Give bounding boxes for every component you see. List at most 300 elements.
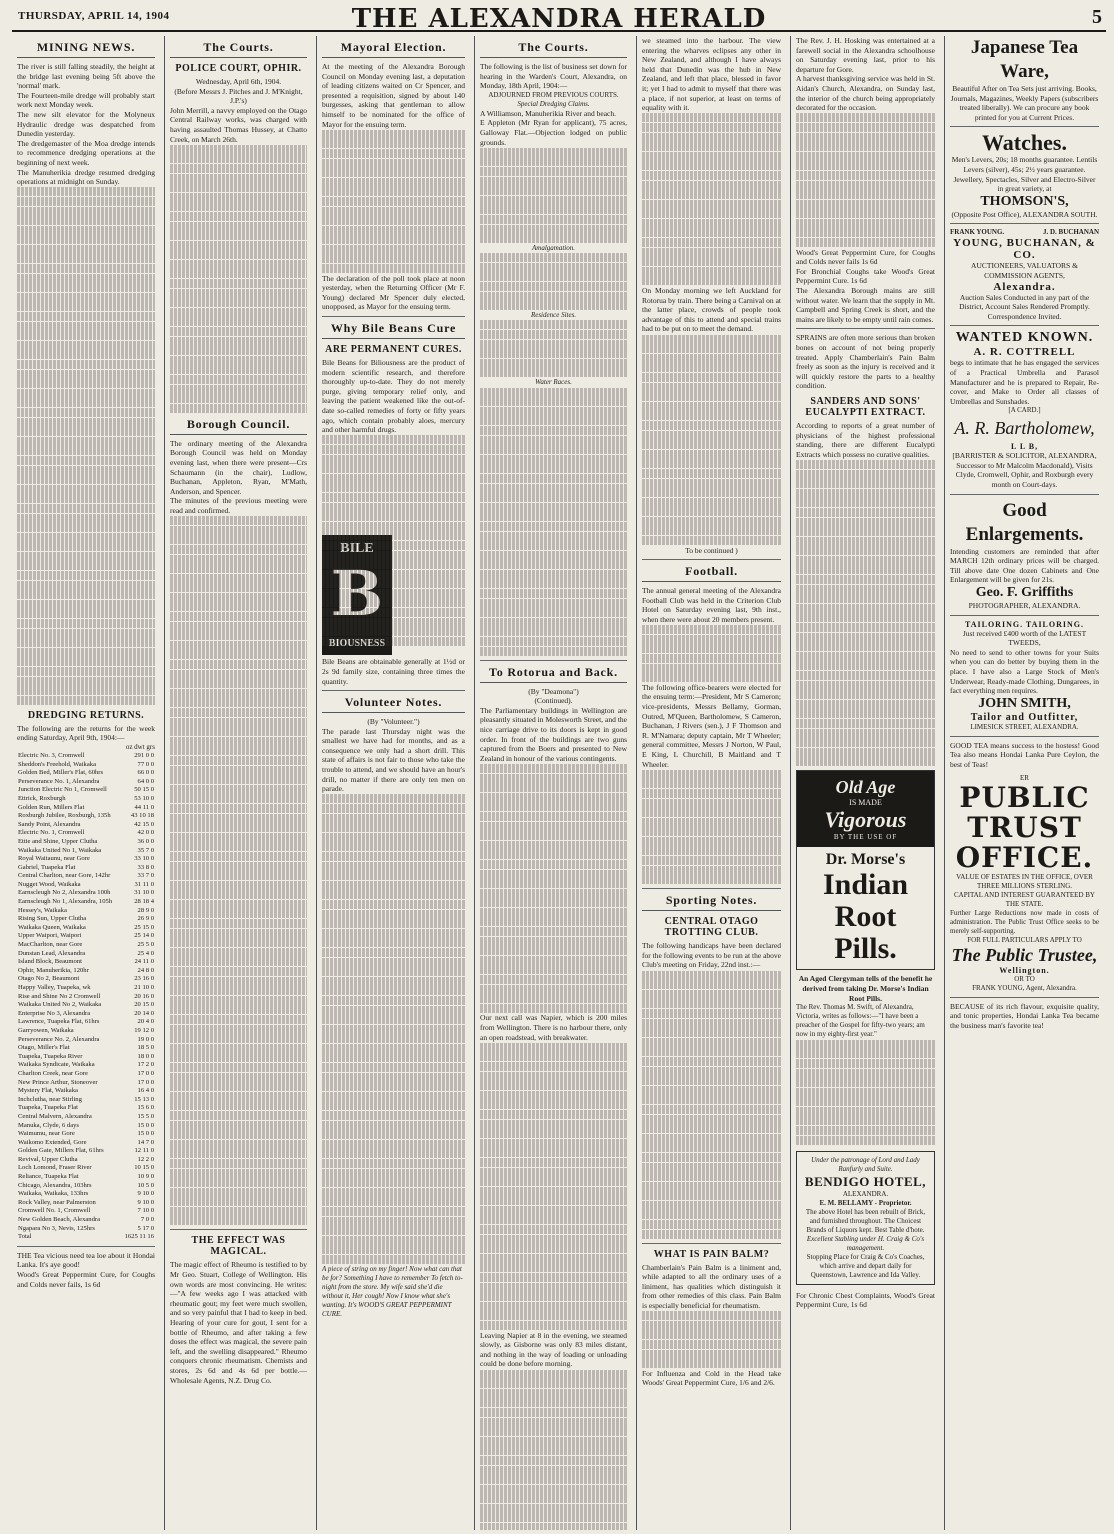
trust-text: Further Large Reductions now made in costs of administration. The Public Trust Office seeks to be merely self-supporting. <box>950 908 1099 935</box>
returns-row <box>17 1173 155 1182</box>
returns-row <box>17 1147 155 1156</box>
dredge-name: Waimumu, near Gore <box>18 1130 75 1138</box>
hotel-proprietor: E. M. BELLAMY - Proprietor. <box>819 1198 912 1207</box>
dredge-name: Upper Waipori, Waipori <box>18 932 82 940</box>
firm-name: YOUNG, BUCHANAN, & CO. <box>953 237 1096 262</box>
text-block-filler <box>480 388 627 656</box>
text-block-filler <box>642 335 781 545</box>
dredge-name: Charlton Creek, near Gore <box>18 1069 88 1077</box>
dredge-yield: 50 15 0 <box>134 786 154 794</box>
column-7 <box>944 36 1104 1530</box>
text-block-filler <box>17 187 155 704</box>
dredge-yield: 36 0 0 <box>137 837 154 845</box>
dredge-name: Sheddon's Freehold, Waikaka <box>18 760 96 768</box>
peppermint-cure-ad: For Chronic Chest Complaints, Wood's Great Peppermint Cure, 1s 6d <box>796 1290 935 1310</box>
peppermint-cure-ad: Wood's Great Peppermint Cure, for Coughs and Colds never fails, 1s 6d <box>17 1270 155 1289</box>
volunteer-byline: (By "Volunteer.") <box>367 717 420 727</box>
effect-magical-heading: THE EFFECT WAS MAGICAL. <box>191 1235 286 1258</box>
dredge-name: Electric No. 1, Cromwell <box>18 829 85 837</box>
dredge-yield: 9 10 0 <box>137 1198 154 1206</box>
dredge-yield: 9 10 0 <box>137 1190 154 1198</box>
dredge-name: Central Malvern, Alexandra <box>18 1112 92 1120</box>
text-block-filler <box>480 320 627 377</box>
text-block-filler <box>796 113 935 247</box>
column-2 <box>164 36 312 1530</box>
returns-row <box>17 1053 155 1062</box>
returns-row <box>17 812 155 821</box>
thomsons-address: (Opposite Post Office), ALEXANDRA SOUTH. <box>951 209 1098 219</box>
trust-value: VALUE OF ESTATES IN THE OFFICE, OVER THREE MILLIONS STERLING. <box>956 872 1093 890</box>
dredge-yield: 20 4 0 <box>137 1018 154 1026</box>
morse-ad-pills: Pills. <box>834 932 897 966</box>
volunteer-paragraph: The parade last Thursday night was the smallest we have had for months, and as a consequence we only had a short drill. This state of affairs is not fair to those who take the trouble to attend, and we should have an hour's drill, no matter if there are only ten men on parade. <box>322 726 465 794</box>
card-label: [A CARD.] <box>1008 406 1041 415</box>
rotorua-paragraph: Our next call was Napier, which is 200 miles from Wellington. There is no harbour there, only an open roadstead, with breakwater. <box>480 1013 627 1042</box>
returns-row <box>17 984 155 993</box>
text-block-filler <box>170 145 307 413</box>
watches-text: Men's Levers, 20s; 18 months guarantee. Lentils Levers (silver), 45s; 2½ years guarantee. Jewellery, Spectacles, Silver and Electro-Silver in great variety, at <box>951 155 1098 194</box>
dredge-name: Nugget Wood, Waikaka <box>18 880 81 888</box>
dredge-yield: 15 0 0 <box>137 1130 154 1138</box>
dredge-yield: 14 7 0 <box>137 1138 154 1146</box>
newspaper-title: THE ALEXANDRA HERALD <box>351 4 767 34</box>
dredge-yield: 64 0 0 <box>137 777 154 785</box>
dredge-name: Manuka, Clyde, 6 days <box>18 1121 79 1129</box>
returns-row <box>17 1156 155 1165</box>
morse-ad-line: Old Age <box>835 777 896 798</box>
dredge-yield: 12 2 0 <box>137 1155 154 1163</box>
bile-beans-heading: Why Bile Beans Cure <box>322 321 465 339</box>
dredge-name: Mystery Flat, Waikaka <box>18 1087 78 1095</box>
cottrell-name: A. R. COTTRELL <box>973 346 1076 359</box>
text-block-filler <box>642 971 781 1239</box>
morse-testimonial: The Rev. Thomas M. Swift, of Alexandra, Victoria, writes as follows:—"I have been a preacher of the Gospel for fifty-two years; am now in my eighty-first year." <box>796 1003 925 1039</box>
football-paragraph: The annual general meeting of the Alexandra Football Club was held in the Criterion Club Hotel on Saturday evening last, 9th inst., when there were about 20 members present. <box>642 586 781 625</box>
dredge-name: Waikaka Syndicate, Waikaka <box>18 1061 95 1069</box>
enlargements-text: Intending customers are reminded that after MARCH 12th ordinary prices will be charged. Till above date One dozen Cabinets and One Enlargement will be given for 21s. <box>950 546 1099 585</box>
returns-row <box>17 958 155 967</box>
returns-row <box>17 1130 155 1139</box>
dredge-yield: 25 4 0 <box>137 949 154 957</box>
dredge-yield: 77 0 0 <box>137 760 154 768</box>
watches-heading: Watches. <box>982 130 1067 156</box>
trustee-place: Wellington. <box>999 965 1050 975</box>
football-paragraph: The following office-bearers were elected for the ensuing term:—President, Mr S Cameron; vice-presidents, Messrs Bellamy, Gorman, Outred, M'Queen, Bartholomew, S Cameron, Buchanan, J Rivers (sen.), J F Thomson and R. M'Namara; deputy captain, Mr T Wheeler; general committee, Messrs J Norton, W Paul, E King, L Churchill, B Maitland and T Wheeler. <box>642 682 781 769</box>
peppermint-cure-ad: Wood's Great Peppermint Cure, for Coughs and Colds never fails 1s 6d <box>796 247 935 267</box>
bendigo-hotel-ad <box>796 1151 935 1285</box>
dredge-name: Ophir, Manuherikia, 120hr <box>18 966 89 974</box>
griffiths-name: Geo. F. Griffiths <box>975 585 1074 601</box>
dredge-yield: 28 18 4 <box>134 898 154 906</box>
returns-row <box>17 821 155 830</box>
dredge-name: New Golden Beach, Alexandra <box>18 1216 101 1224</box>
dredge-name: Ettrick, Roxburgh <box>18 794 66 802</box>
court-date: Wednesday, April 6th, 1904. <box>195 77 282 86</box>
rotorua-continued-text: we steamed into the harbour. The view entering the wharves eclipses any other in New Zealand, and although I have always held that Dunedin was the hub in New Zealand, and left that place, blessed in favor it; yet I had to admit to myself that there was a place, if not superior, at least on terms of equality with it. <box>642 36 781 113</box>
volunteer-notes-heading: Volunteer Notes. <box>322 695 465 713</box>
good-tea-text: GOOD TEA means success to the hostess! Good Tea also means Hondai Lanka Pure Ceylon, the best of Teas! <box>950 740 1099 769</box>
returns-row <box>17 1070 155 1079</box>
courts-heading: The Courts. <box>170 40 307 58</box>
hotel-coaches: Stopping Place for Craig & Co's Coaches, which arrive and depart daily for Queenstown, Lawrence and Ida Valley. <box>806 1252 925 1279</box>
hondai-lanka-text: BECAUSE of its rich flavour, exquisite quality, and tonic properties, Hondai Lanka Tea became the business man's favorite tea! <box>950 1001 1099 1030</box>
hotel-patronage: Under the patronage of Lord and Lady Ranfurly and Suite. <box>811 1155 920 1173</box>
issue-date: THURSDAY, APRIL 14, 1904 <box>18 10 170 22</box>
text-block-filler <box>796 1040 935 1145</box>
returns-row <box>17 1087 155 1096</box>
dredge-name: Cromwell No. 1, Cromwell <box>18 1207 91 1215</box>
dredge-yield: 31 11 0 <box>134 880 154 888</box>
rotorua-paragraph: Leaving Napier at 8 in the evening, we steamed slowly, as Gisborne was only 83 miles distant, and nothing in the way of loading or unloading could be done before morning. <box>480 1330 627 1369</box>
returns-row <box>17 829 155 838</box>
dredge-name: Waikaka United No 2, Waikaka <box>18 1001 102 1009</box>
bile-beans-subheading: ARE PERMANENT CURES. <box>325 344 462 356</box>
rotorua-byline: (By "Deamona") <box>528 686 579 696</box>
dredge-yield: 26 9 0 <box>137 915 154 923</box>
returns-row <box>17 1104 155 1113</box>
dredge-yield: 17 2 0 <box>137 1061 154 1069</box>
returns-row <box>17 1036 155 1045</box>
dredge-yield: 19 12 0 <box>134 1026 154 1034</box>
courts-item: A Williamson, Manuherikia River and beach. <box>480 108 616 118</box>
dredge-yield: 17 0 0 <box>137 1078 154 1086</box>
dredge-name: Island Block, Beaumont <box>18 958 82 966</box>
returns-row <box>17 1190 155 1199</box>
dredge-name: Reliance, Tuapeka Flat <box>18 1173 79 1181</box>
firm-note: Correspondence Invited. <box>987 311 1062 321</box>
bile-ad-word: BILE <box>340 541 374 557</box>
dredge-yield: 53 10 0 <box>134 794 154 802</box>
dredge-yield: 24 11 0 <box>134 958 154 966</box>
dredge-name: Gabriel, Tuapeka Flat <box>18 863 76 871</box>
partner-name: J. D. BUCHANAN <box>1043 228 1099 237</box>
dredge-name: Waikaka Queen, Waikaka <box>18 923 86 931</box>
returns-row <box>17 932 155 941</box>
dredge-yield: 20 16 0 <box>134 992 154 1000</box>
hotel-description: The above Hotel has been rebuilt of Brick, and furnished throughout. The Choicest Brands of Liquors kept. Best Table d'hote. <box>805 1207 926 1234</box>
eucalypti-heading: SANDERS AND SONS' EUCALYPTI EXTRACT. <box>805 395 926 418</box>
wardens-court-heading: The Courts. <box>480 40 627 58</box>
dredge-name: Dunstan Lead, Alexandra <box>18 949 86 957</box>
dredge-name: Roxburgh Jubilee, Roxburgh, 135h <box>18 812 111 820</box>
dredge-name: Waikaka United No 1, Waikaka <box>18 846 102 854</box>
dredge-yield: 20 14 0 <box>134 1009 154 1017</box>
tailoring-text: No need to send to other towns for your Suits when you can do better by buying them in the place. I have also a Large Stock of Men's Underwear, Ready-made Clothing, Dungarees, in fact everything men requires. <box>950 647 1099 696</box>
dredge-yield: 10 9 0 <box>137 1173 154 1181</box>
pain-balm-heading: WHAT IS PAIN BALM? <box>653 1248 770 1260</box>
returns-row <box>17 1079 155 1088</box>
dredge-name: Earnscleugh No 2, Alexandra 100h <box>18 889 111 897</box>
morse-ad-banner <box>797 771 934 847</box>
dredge-name: Waikomo Extended, Gore <box>18 1138 87 1146</box>
dredge-name: Garryowen, Waikaka <box>18 1026 74 1034</box>
dredge-name: Revival, Upper Clutha <box>18 1155 78 1163</box>
returns-row <box>17 778 155 787</box>
dredge-name: Rising Sun, Upper Clutha <box>18 915 87 923</box>
enlargements-heading: Good Enlargements. <box>965 499 1084 545</box>
rotorua-continued: (Continued). <box>534 696 573 706</box>
returns-row <box>17 855 155 864</box>
column-5 <box>636 36 786 1530</box>
text-block-filler <box>480 1370 627 1530</box>
dredge-yield: 19 0 0 <box>137 1035 154 1043</box>
returns-row <box>17 881 155 890</box>
dredge-yield: 15 13 0 <box>134 1095 154 1103</box>
returns-row <box>17 795 155 804</box>
public-trustee-heading: The Public Trustee, <box>951 944 1098 965</box>
bile-ad-letter: B <box>330 557 384 631</box>
dredge-name: Chicago, Alexandra, 103hrs <box>18 1181 92 1189</box>
residence-sites-label: Residence Sites. <box>530 310 577 319</box>
mining-paragraph: The Manuherikia dredge resumed dredging operations at midnight on Sunday. <box>17 167 155 187</box>
text-block-filler <box>480 764 627 1013</box>
returns-row <box>17 889 155 898</box>
text-block-filler <box>796 460 935 766</box>
dredge-yield: 18 0 0 <box>137 1052 154 1060</box>
text-block-filler <box>170 516 307 1225</box>
returns-row <box>17 838 155 847</box>
dredge-name: Perseverance No. 2, Alexandra <box>18 1035 100 1043</box>
football-heading: Football. <box>642 564 781 582</box>
dredge-name: Central Charlton, near Gore, 142hr <box>18 872 111 880</box>
dredge-yield: 25 5 0 <box>137 941 154 949</box>
returns-row <box>17 786 155 795</box>
text-block-filler <box>642 625 781 682</box>
morse-caption: An Aged Clergyman tells of the benefit he derived from taking Dr. Morse's Indian Root Pills. <box>798 974 933 1003</box>
court-bench: (Before Messrs J. Pitches and J. M'Knight, J.P.'s) <box>174 86 303 106</box>
dredge-name: Royal Waitaunu, near Gore <box>18 855 90 863</box>
hotel-name: BENDIGO HOTEL, <box>804 1173 927 1189</box>
returns-row <box>17 761 155 770</box>
borough-mains-note: The Alexandra Borough mains are still without water. We learn that the supply in Mt. Campbell and Spring Creek is short, and the mains are likely to be empty until rain comes. <box>796 286 935 324</box>
dredge-yield: 24 8 0 <box>137 966 154 974</box>
llb-role: [BARRISTER & SOLICITOR, ALEXANDRA, <box>952 451 1097 461</box>
japanese-ware-text: Beautiful After on Tea Sets just arriving. Books, Journals, Magazines, Weekly Papers (subscribers treated liberally). We can procure any book printed for you at Current Prices. <box>950 84 1099 122</box>
mayoral-paragraph: At the meeting of the Alexandra Borough Council on Monday evening last, a deputation of leading citizens waited on Cr Spencer, and presented a requisition, signed by about 140 burgesses, asking that gentleman to allow himself to be nominated for the office of Mayor for the ensuing term. <box>322 62 465 129</box>
tea-notice: THE Tea vicious need tea loe about it Hondai Lanka. It's aye good! <box>17 1250 155 1270</box>
trustee-or: OR TO <box>1014 974 1035 983</box>
dredge-yield: 15 0 0 <box>137 1121 154 1129</box>
dredge-yield: 66 0 0 <box>137 769 154 777</box>
returns-row <box>17 804 155 813</box>
dredging-returns-heading: DREDGING RETURNS. <box>27 709 145 721</box>
dredge-yield: 7 0 0 <box>140 1216 154 1224</box>
dredge-name: Electric No. 3, Cromwell <box>18 751 85 759</box>
bile-beans-paragraph: Bile Beans for Biliousness are the product of modern scientific research, and therefore thoroughly up-to-date. They do not merely purge, giving temporary relief only, and leaving the patient weakened like the out-of-date so-called remedies of forty or fifty years ago, which contain probably aloes, mercury and other harmful drugs. <box>322 358 465 435</box>
dredge-name: Waikaka, Waikaka, 133hrs <box>18 1190 89 1198</box>
column-1 <box>12 36 160 1530</box>
mining-paragraph: The dredgemaster of the Moa dredge intends to recommence dredging operations at the beginning of next week. <box>17 138 155 167</box>
text-block-filler <box>480 148 627 243</box>
dredge-yield: 16 4 0 <box>137 1087 154 1095</box>
dredge-yield: 33 8 0 <box>137 863 154 871</box>
smith-address: LIMESICK STREET, ALEXANDRA. <box>970 722 1079 731</box>
dredge-yield: 15 5 0 <box>137 1112 154 1120</box>
returns-total-row <box>17 1233 155 1242</box>
returns-row <box>17 993 155 1002</box>
dredge-name: Loch Lomond, Fraser River <box>18 1164 92 1172</box>
mayoral-election-heading: Mayoral Election. <box>322 40 465 58</box>
returns-row <box>17 847 155 856</box>
returns-row <box>17 1122 155 1131</box>
dredge-yield: 42 0 0 <box>137 829 154 837</box>
bartholomew-signature: A. R. Bartholomew, <box>954 418 1095 439</box>
dredge-yield: 291 0 0 <box>134 751 154 759</box>
trust-capital: CAPITAL AND INTEREST GUARANTEED BY THE STATE. <box>954 890 1095 908</box>
sporting-paragraph: The following handicaps have been declared for the following events to be run at the above Club's meeting on Friday, 22nd inst.:— <box>642 941 781 970</box>
dredge-name: Ngapara No 3, Nevis, 125hrs <box>18 1224 95 1232</box>
dredge-name: Golden Gate, Millers Flat, 61hrs <box>18 1147 104 1155</box>
returns-row <box>17 907 155 916</box>
peppermint-cure-ad: For Influenza and Cold in the Head take Woods' Great Peppermint Cure, 1/6 and 2/6. <box>642 1368 781 1388</box>
amalgamation-label: Amalgamation. <box>532 243 575 252</box>
dredge-name: Golden Bed, Miller's Flat, 60hrs <box>18 769 104 777</box>
rheumo-ad-text: The magic effect of Rheumo is testified to by Mr Geo. Stuart, College of Wellington. His own words are most convincing. He writes:—"A few weeks ago I was attacked with rheumatic gout; my feet were much swollen, and so very painful that I had to keep in bed. Hearing of your cure for gout, I sent for a bottle of Rheumo, and after taking a few doses the effect was magical, the severe pain left, and the swelling disappeared." Rheumo conquers chronic rheumatism. Chemists and stores, 2s 6d and 4s 6d per bottle.—Wholesale Agents, N.Z. Drug Co. <box>170 1260 307 1385</box>
cottrell-text: begs to intimate that he has engaged the services of a Practical Umbrella and Parasol Manufacturer and he is prepared to Repair, Re-cover, and Make to Order all classes of Umbrellas and Sunshades. <box>950 358 1099 406</box>
dredge-yield: 43 10 18 <box>130 812 154 820</box>
smith-role: Tailor and Outfitter, <box>970 711 1079 723</box>
dredge-name: Happy Valley, Tuapeka, wk <box>18 984 91 991</box>
eucalypti-paragraph: According to reports of a great number of physicians of the highest professional standing, there are different Eucalypti Extracts which possess no curative qualities. <box>796 420 935 459</box>
returns-row <box>17 975 155 984</box>
returns-row <box>17 967 155 976</box>
borough-paragraph: The ordinary meeting of the Alexandra Borough Council was held on Monday evening last, when there were present—Crs Schaumann (in the chair), Ludlow, Buchanan, Appleton, Ryan, M'Math, Anderson, and Spencer. <box>170 438 307 496</box>
wanted-known-heading: WANTED KNOWN. <box>955 330 1094 346</box>
dredge-yield: 35 7 0 <box>137 846 154 854</box>
dredge-name: Tuapeka, Tuapeka Flat <box>18 1104 79 1112</box>
column-4 <box>474 36 632 1530</box>
dredge-yield: 10 15 0 <box>134 1164 154 1172</box>
morse-ad-line: Vigorous <box>824 807 907 833</box>
morse-ad-line: BY THE USE OF <box>833 833 898 842</box>
text-block-filler <box>322 130 465 273</box>
llb-label: L L B, <box>1010 442 1039 452</box>
dredge-yield: 28 9 0 <box>137 906 154 914</box>
mining-news-heading: MINING NEWS. <box>17 40 155 58</box>
mining-paragraph: The Fourteen-mile dredge will probably start work next Monday week. <box>17 90 155 110</box>
text-block-filler <box>642 770 781 885</box>
partner-name: FRANK YOUNG. <box>950 228 1005 237</box>
morse-pills-ad <box>796 770 935 970</box>
bile-ad-caption: BIOUSNESS <box>328 638 386 650</box>
to-be-continued: To be continued ) <box>685 545 738 555</box>
page-number: 5 <box>1092 6 1102 28</box>
text-block-filler <box>322 531 465 646</box>
tailoring-heading: TAILORING. TAILORING. <box>964 619 1085 629</box>
rotorua-heading: To Rotorua and Back. <box>480 665 627 683</box>
borough-paragraph: The minutes of the previous meeting were read and confirmed. <box>170 496 307 515</box>
returns-row <box>17 1027 155 1036</box>
dredge-yield: 25 15 0 <box>134 923 154 931</box>
masthead <box>12 4 1106 34</box>
trust-corner-letters: ER <box>1020 773 1029 782</box>
returns-units: oz dwt grs <box>125 742 155 751</box>
thomsons-name: THOMSON'S, <box>980 193 1069 209</box>
returns-row <box>17 1139 155 1148</box>
returns-total-value: 1625 11 16 <box>124 1233 154 1241</box>
text-block-filler <box>642 1311 781 1368</box>
dredge-name: Lawrence, Tuapeka Flat, 61hrs <box>18 1018 100 1026</box>
mining-paragraph: The new silt elevator for the Molyneux Hydraulic dredge was despatched from Dunedin yesterday. <box>17 109 155 139</box>
sprains-ad: SPRAINS are often more serious than broken bones on account of not being properly treated. Apply Chamberlain's Pain Balm freely as soon as the injury is received and it will quickly restore the parts to a healthy condition. <box>796 333 935 391</box>
returns-row <box>17 1199 155 1208</box>
dredge-name: Inchclutha, near Stirling <box>18 1095 82 1103</box>
dredge-name: Otago, Miller's Flat <box>18 1044 70 1052</box>
dredge-yield: 42 15 0 <box>134 820 154 828</box>
tailoring-subheading: Just received £400 worth of the LATEST TWEEDS, <box>962 628 1087 648</box>
public-trust-ad <box>950 774 1099 993</box>
dredge-yield: 5 17 0 <box>137 1224 154 1232</box>
masthead-rule <box>12 30 1106 32</box>
dredge-yield: 15 6 0 <box>137 1104 154 1112</box>
dredge-name: Earnscleugh No 1, Alexandra, 105h <box>18 898 113 906</box>
returns-row <box>17 1096 155 1105</box>
dredge-yield: 44 11 0 <box>134 803 154 811</box>
dredge-name: MacCharlton, near Gore <box>18 941 83 949</box>
water-races-label: Water Races. <box>535 378 572 386</box>
griffiths-role: PHOTOGRAPHER, ALEXANDRA. <box>968 601 1081 611</box>
rotorua-paragraph: The Parliamentary buildings in Wellington are pleasantly situated in Molesworth Street, and the nice carriage drive to its doors is kept in good order. In front of the buildings are two guns captured from the Boers and presented to New Zealand in honour of the various contingents. <box>480 705 627 763</box>
dredge-name: Tuapeka, Tuapeka River <box>18 1052 83 1060</box>
returns-row <box>17 950 155 959</box>
firm-partners <box>950 228 1099 237</box>
morse-ad-line: IS MADE <box>849 798 882 808</box>
text-block-filler <box>642 113 781 285</box>
returns-row <box>17 1164 155 1173</box>
returns-row <box>17 1182 155 1191</box>
public-trust-heading: PUBLIC TRUST OFFICE. <box>955 780 1094 874</box>
dredge-yield: 33 10 0 <box>134 855 154 863</box>
borough-council-heading: Borough Council. <box>170 417 307 435</box>
dredge-yield: 17 0 0 <box>137 1069 154 1077</box>
returns-row <box>17 1061 155 1070</box>
japanese-ware-heading: Japanese Tea Ware, <box>970 37 1079 82</box>
special-dredging-label: Special Dredging Claims. <box>517 99 590 108</box>
dredge-name: Hessey's, Waikaka <box>18 906 67 914</box>
returns-total-label: Total <box>18 1233 32 1241</box>
returns-row <box>17 1044 155 1053</box>
hosking-farewell: The Rev. J. H. Hosking was entertained at a farewell social in the Alexandra schoolhouse on Saturday evening last, prior to his departure for Gore. <box>796 36 935 74</box>
court-paragraph: John Merrill, a navvy employed on the Otago Central Railway works, was charged with having assaulted Thomas Hussey, at Chatto Creek, on March 26th. <box>170 105 307 144</box>
dredge-name: Enterprise No 3, Alexandra <box>18 1009 91 1017</box>
police-court-title: POLICE COURT, OPHIR. <box>175 63 302 74</box>
returns-row <box>17 872 155 881</box>
text-block-filler <box>322 435 465 530</box>
dredge-name: Golden Run, Millers Flat <box>18 803 85 811</box>
hotel-place: ALEXANDRA. <box>842 1189 889 1198</box>
returns-row <box>17 1216 155 1225</box>
morse-ad-brand: Dr. Morse's <box>825 851 906 869</box>
returns-row <box>17 1018 155 1027</box>
dredge-yield: 18 5 0 <box>137 1044 154 1052</box>
morse-ad-product: Indian Root <box>822 868 909 934</box>
harvest-thanksgiving: A harvest thanksgiving service was held in St. Aidan's Church, Alexandra, on Sunday last, the interior of the church being appropriately decorated for the occasion. <box>796 74 935 113</box>
dredge-name: Perseverance No. 1, Alexandra <box>18 777 100 785</box>
bartholomew-text: Successor to Mr Malcolm Macdonald), Visits Clyde, Cromwell, Ophir, and Roxburgh every month on Court-days. <box>955 460 1094 490</box>
mayoral-paragraph: The declaration of the poll took place at noon yesterday, when the Returning Officer (Mr F. Young) declared Mr Spencer duly elected, unopposed, as Mayor for the ensuing term. <box>322 273 465 312</box>
returns-row <box>17 1225 155 1234</box>
firm-text: Auction Sales Conducted in any part of the District, Account Sales Rendered Promptly. <box>959 292 1090 312</box>
returns-row <box>17 1113 155 1122</box>
sporting-notes-heading: Sporting Notes. <box>642 893 781 911</box>
courts-item: E Appleton (Mr Ryan for applicant), 75 acres, Galloway Flat.—Objection lodged on public grounds. <box>480 118 627 147</box>
trustee-agent: FRANK YOUNG, Agent, Alexandra. <box>972 983 1077 992</box>
dredge-yield: 10 5 0 <box>137 1181 154 1189</box>
bile-beans-paragraph: Bile Beans are obtainable generally at 1½d or 2s 9d family size, containing three times the quantity. <box>322 657 465 686</box>
dredge-yield: 7 10 0 <box>137 1207 154 1215</box>
hotel-stabling: Excellent Stabling under H. Craig & Co's management. <box>806 1234 925 1252</box>
smith-name: JOHN SMITH, <box>978 695 1071 711</box>
